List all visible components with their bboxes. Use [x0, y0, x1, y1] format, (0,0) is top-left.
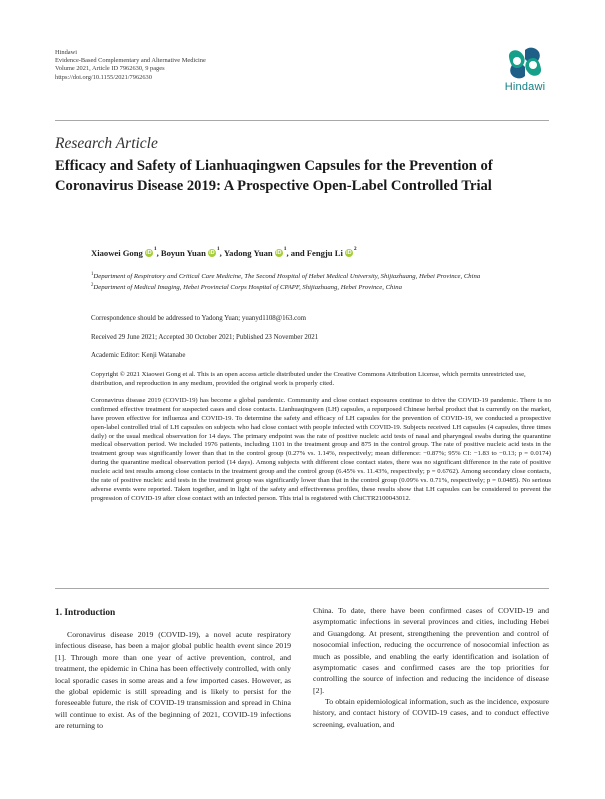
- journal-name: Evidence-Based Complementary and Alternative Medicine: [55, 57, 206, 65]
- abstract-divider: [55, 588, 549, 589]
- affiliation-item: [91, 281, 551, 292]
- body-paragraph: China. To date, there have been confirmed cases of COVID-19 and asymptomatic infections in several provinces and cities, including Hebei and Guangdong. At present, strengthening the prevention and control of nosocomial infection, reducing the occurrence of nosocomial infection as much as possible, and enabling the early identification and isolation of asymptomatic cases and confirmed cases are the top priorities for controlling the source of infection and reducing the incidence of disease [2].: [313, 606, 549, 695]
- abstract: Coronavirus disease 2019 (COVID-19) has become a global pandemic. Community and close contact exposures continue to drive the COVID-19 pandemic. There is no confirmed effective treatment for suspected cases and close contacts. Lianhuaqingwen (LH) capsules, a repurposed Chinese herbal product that is currently on the market, have proven effective for influenza and COVID-19. To determine the safety and efficacy of LH capsules for the prevention of COVID-19, we conducted a prospective open-label controlled trial of LH capsules on subjects who had close contact with people infected with COVID-19. Subjects received LH capsules (4 capsules, three times daily) or the usual medical observation for 14 days. The primary endpoint was the rate of positive nucleic acid tests of nasal and pharyngeal swabs during the quarantine medical observation period. We included 1976 patients, including 1101 in the treatment group and 875 in the control group. The rate of positive nucleic acid tests in the treatment group was significantly lower than that in the control group (0.27% vs. 1.14%, respectively; mean difference: −0.87%; 95% CI: −1.83 to −0.13; p = 0.0174) during the quarantine medical observation period (14 days). Among subjects with different close contact states, there was no significant difference in the rate of positive nucleic acid test results among close contacts in the treatment group and the control group (6.45% vs. 11.43%, respectively; p = 0.6762). Among secondary close contacts, the rate of positive nucleic acid tests in the treatment group was significantly lower than that in the control group (0.09% vs. 0.71%, respectively; p = 0.0485). No serious adverse events were reported. Taken together, and in light of the safety and effectiveness profiles, these results show that LH capsules can be considered to prevent the progression of COVID-19 after close contact with an infected person. This trial is registered with ChiCTR2100043012.: [91, 397, 551, 502]
- academic-editor: Academic Editor: Kenji Watanabe: [91, 352, 186, 359]
- affiliation-number: 1: [91, 272, 94, 277]
- affiliations: [91, 270, 551, 292]
- author-name: Yadong Yuan: [223, 248, 273, 258]
- orcid-icon[interactable]: iD: [209, 250, 215, 256]
- right-column: [313, 605, 549, 730]
- header-divider: [55, 120, 549, 121]
- hindawi-wordmark: Hindawi: [504, 81, 546, 93]
- author-separator: , and: [286, 248, 307, 258]
- affiliation-text: Department of Medical Imaging, Hebei Provincial Corps Hospital of CPAPF, Shijiazhuang, Hebei Province, China: [93, 284, 402, 292]
- author-separator: ,: [156, 248, 161, 258]
- article-type: Research Article: [55, 135, 158, 152]
- author-separator: ,: [219, 248, 224, 258]
- affiliation-marker: 1: [283, 246, 287, 252]
- doi-link[interactable]: https://doi.org/10.1155/2021/7962630: [55, 73, 152, 81]
- orcid-icon[interactable]: iD: [346, 250, 352, 256]
- affiliation-marker: 1: [153, 246, 157, 252]
- journal-meta: [55, 49, 206, 82]
- hindawi-logo: [495, 46, 555, 106]
- orcid-icon[interactable]: iD: [275, 250, 282, 256]
- body-paragraph: Coronavirus disease 2019 (COVID-19), a novel acute respiratory infectious disease, has been a major global public health event since 2019 [1]. Through more than one year of active prevention, control, and treatment, the epidemic in China has been effectively controlled, with only local sporadic cases in some areas and a few imported cases. However, as the global epidemic is still spreading and is likely to persist for the foreseeable future, the risk of COVID-19 transmission and spread in China will continue to exist. As of the beginning of 2021, COVID-19 infections are returning to: [55, 630, 291, 730]
- affiliation-item: [91, 270, 551, 281]
- author-list: [91, 248, 357, 258]
- article-title: Efficacy and Safety of Lianhuaqingwen Capsules for the Prevention of Coronavirus Disease 2019: A Prospective Open-Label Controlled Trial: [55, 158, 493, 194]
- author-name: Fengju Li: [306, 248, 343, 258]
- left-column: [55, 629, 291, 731]
- hindawi-logo-mark: [505, 46, 545, 80]
- body-paragraph: To obtain epidemiological information, such as the incidence, exposure history, and contact history of COVID-19 cases, and to conduct effective screening, evaluation, and: [313, 697, 549, 729]
- journal-volume: Volume 2021, Article ID 7962630, 9 pages: [55, 65, 165, 73]
- author-name: Xiaowei Gong: [91, 248, 143, 258]
- publisher-name: Hindawi: [55, 49, 78, 56]
- affiliation-number: 2: [91, 283, 94, 289]
- affiliation-text: Department of Respiratory and Critical Care Medicine, The Second Hospital of Hebei Medical University, Shijiazhuang, Hebei Province, China: [93, 273, 481, 281]
- correspondence: Correspondence should be addressed to Yadong Yuan; yuanyd1108@163.com: [91, 315, 307, 322]
- orcid-icon[interactable]: iD: [146, 250, 152, 256]
- affiliation-marker: 1: [216, 246, 220, 252]
- publication-dates: Received 29 June 2021; Accepted 30 October 2021; Published 23 November 2021: [91, 334, 319, 341]
- affiliation-marker: 2: [353, 246, 357, 252]
- author-name: Boyun Yuan: [160, 248, 206, 258]
- copyright-notice: Copyright © 2021 Xiaowei Gong et al. This is an open access article distributed under the Creative Commons Attribution License, which permits unrestricted use, distribution, and reproduction in any medium, provided the original work is properly cited.: [91, 371, 526, 387]
- section-heading: 1. Introduction: [55, 608, 116, 618]
